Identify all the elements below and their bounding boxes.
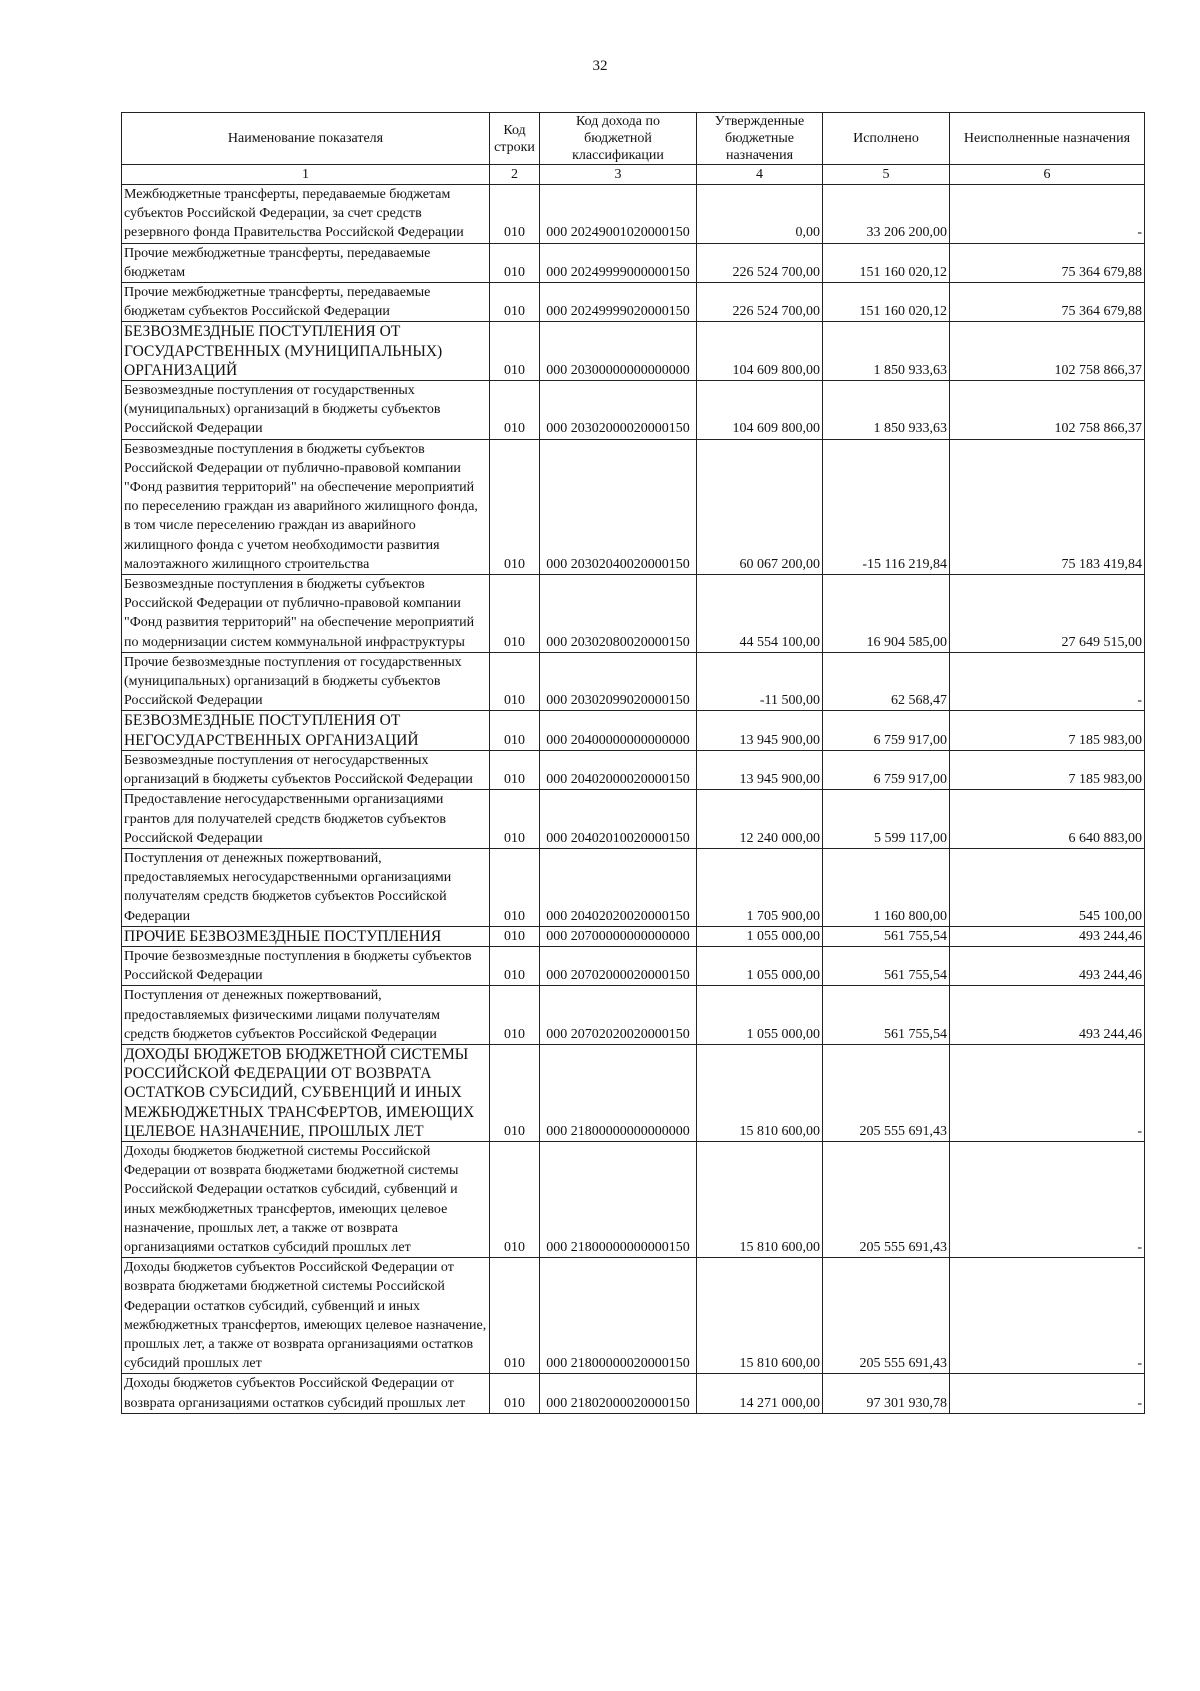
unexecuted-amount: 75 183 419,84 bbox=[950, 439, 1145, 574]
col-number: 4 bbox=[697, 165, 823, 185]
unexecuted-amount: 7 185 983,00 bbox=[950, 750, 1145, 789]
indicator-name: Доходы бюджетов субъектов Российской Федерации от возврата бюджетами бюджетной системы Российской Федерации остатков субсидий, субвенций и иных межбюджетных трансфертов, имеющих целевое назначение, прошлых лет, а также от возврата организациями остатков субсидий прошлых лет bbox=[122, 1258, 490, 1374]
executed-amount: 5 599 117,00 bbox=[823, 790, 950, 849]
classification-code: 000 21800000000000000 bbox=[540, 1044, 697, 1141]
classification-code: 000 20249001020000150 bbox=[540, 185, 697, 244]
col-header-name: Наименование показателя bbox=[122, 113, 490, 165]
classification-code: 000 21800000020000150 bbox=[540, 1258, 697, 1374]
approved-amount: -11 500,00 bbox=[697, 652, 823, 711]
table-row bbox=[122, 848, 1145, 926]
table-row bbox=[122, 946, 1145, 985]
classification-code: 000 20400000000000000 bbox=[540, 711, 697, 750]
classification-code: 000 20302099020000150 bbox=[540, 652, 697, 711]
approved-amount: 0,00 bbox=[697, 185, 823, 244]
table-row bbox=[122, 1044, 1145, 1141]
executed-amount: 16 904 585,00 bbox=[823, 575, 950, 653]
approved-amount: 13 945 900,00 bbox=[697, 750, 823, 789]
indicator-name: Безвозмездные поступления в бюджеты субъектов Российской Федерации от публично-правовой компании "Фонд развития территорий" на обеспечение мероприятий по переселению граждан из аварийного жилищного фонда, в том числе переселению граждан из аварийного жилищного фонда с учетом необходимости развития малоэтажного жилищного строительства bbox=[122, 439, 490, 574]
line-code: 010 bbox=[490, 439, 540, 574]
unexecuted-amount: - bbox=[950, 1258, 1145, 1374]
unexecuted-amount: 27 649 515,00 bbox=[950, 575, 1145, 653]
indicator-name: Прочие межбюджетные трансферты, передаваемые бюджетам bbox=[122, 243, 490, 282]
unexecuted-amount: 75 364 679,88 bbox=[950, 283, 1145, 322]
unexecuted-amount: - bbox=[950, 652, 1145, 711]
table-row bbox=[122, 986, 1145, 1045]
col-header-class-code: Код дохода по бюджетной классификации bbox=[540, 113, 697, 165]
approved-amount: 1 055 000,00 bbox=[697, 946, 823, 985]
indicator-name: Безвозмездные поступления в бюджеты субъектов Российской Федерации от публично-правовой компании "Фонд развития территорий" на обеспечение мероприятий по модернизации систем коммунальной инфраструктуры bbox=[122, 575, 490, 653]
line-code: 010 bbox=[490, 848, 540, 926]
executed-amount: 1 160 800,00 bbox=[823, 848, 950, 926]
unexecuted-amount: 7 185 983,00 bbox=[950, 711, 1145, 750]
approved-amount: 44 554 100,00 bbox=[697, 575, 823, 653]
executed-amount: 1 850 933,63 bbox=[823, 381, 950, 440]
col-number: 6 bbox=[950, 165, 1145, 185]
approved-amount: 15 810 600,00 bbox=[697, 1044, 823, 1141]
indicator-name: Поступления от денежных пожертвований, предоставляемых физическими лицами получателям средств бюджетов субъектов Российской Федерации bbox=[122, 986, 490, 1045]
line-code: 010 bbox=[490, 1044, 540, 1141]
classification-code: 000 20702000020000150 bbox=[540, 946, 697, 985]
approved-amount: 226 524 700,00 bbox=[697, 243, 823, 282]
indicator-name: Межбюджетные трансферты, передаваемые бюджетам субъектов Российской Федерации, за счет средств резервного фонда Правительства Российской Федерации bbox=[122, 185, 490, 244]
indicator-name: ДОХОДЫ БЮДЖЕТОВ БЮДЖЕТНОЙ СИСТЕМЫ РОССИЙСКОЙ ФЕДЕРАЦИИ ОТ ВОЗВРАТА ОСТАТКОВ СУБСИДИЙ, СУБВЕНЦИЙ И ИНЫХ МЕЖБЮДЖЕТНЫХ ТРАНСФЕРТОВ, ИМЕЮЩИХ ЦЕЛЕВОЕ НАЗНАЧЕНИЕ, ПРОШЛЫХ ЛЕТ bbox=[122, 1044, 490, 1141]
indicator-name: БЕЗВОЗМЕЗДНЫЕ ПОСТУПЛЕНИЯ ОТ НЕГОСУДАРСТВЕННЫХ ОРГАНИЗАЦИЙ bbox=[122, 711, 490, 750]
executed-amount: 33 206 200,00 bbox=[823, 185, 950, 244]
table-row bbox=[122, 185, 1145, 244]
line-code: 010 bbox=[490, 652, 540, 711]
unexecuted-amount: 75 364 679,88 bbox=[950, 243, 1145, 282]
line-code: 010 bbox=[490, 926, 540, 946]
table-row bbox=[122, 575, 1145, 653]
table-row bbox=[122, 750, 1145, 789]
unexecuted-amount: - bbox=[950, 185, 1145, 244]
executed-amount: 205 555 691,43 bbox=[823, 1141, 950, 1257]
indicator-name: Прочие безвозмездные поступления в бюджеты субъектов Российской Федерации bbox=[122, 946, 490, 985]
line-code: 010 bbox=[490, 575, 540, 653]
indicator-name: Прочие безвозмездные поступления от государственных (муниципальных) организаций в бюджеты субъектов Российской Федерации bbox=[122, 652, 490, 711]
classification-code: 000 20302000020000150 bbox=[540, 381, 697, 440]
table-row bbox=[122, 1141, 1145, 1257]
line-code: 010 bbox=[490, 986, 540, 1045]
executed-amount: 205 555 691,43 bbox=[823, 1258, 950, 1374]
executed-amount: 6 759 917,00 bbox=[823, 750, 950, 789]
classification-code: 000 20402010020000150 bbox=[540, 790, 697, 849]
unexecuted-amount: 102 758 866,37 bbox=[950, 381, 1145, 440]
table-row bbox=[122, 711, 1145, 750]
approved-amount: 15 810 600,00 bbox=[697, 1258, 823, 1374]
classification-code: 000 20402020020000150 bbox=[540, 848, 697, 926]
executed-amount: 561 755,54 bbox=[823, 946, 950, 985]
executed-amount: 151 160 020,12 bbox=[823, 283, 950, 322]
executed-amount: -15 116 219,84 bbox=[823, 439, 950, 574]
table-row bbox=[122, 926, 1145, 946]
executed-amount: 561 755,54 bbox=[823, 986, 950, 1045]
approved-amount: 1 055 000,00 bbox=[697, 926, 823, 946]
table-row bbox=[122, 322, 1145, 381]
col-header-approved: Утвержденные бюджетные назначения bbox=[697, 113, 823, 165]
indicator-name: БЕЗВОЗМЕЗДНЫЕ ПОСТУПЛЕНИЯ ОТ ГОСУДАРСТВЕННЫХ (МУНИЦИПАЛЬНЫХ) ОРГАНИЗАЦИЙ bbox=[122, 322, 490, 381]
col-number: 5 bbox=[823, 165, 950, 185]
unexecuted-amount: 493 244,46 bbox=[950, 986, 1145, 1045]
executed-amount: 62 568,47 bbox=[823, 652, 950, 711]
approved-amount: 226 524 700,00 bbox=[697, 283, 823, 322]
table-row bbox=[122, 243, 1145, 282]
indicator-name: Безвозмездные поступления от негосударственных организаций в бюджеты субъектов Российской Федерации bbox=[122, 750, 490, 789]
line-code: 010 bbox=[490, 711, 540, 750]
col-header-executed: Исполнено bbox=[823, 113, 950, 165]
classification-code: 000 21800000000000150 bbox=[540, 1141, 697, 1257]
table-row bbox=[122, 1374, 1145, 1413]
indicator-name: Предоставление негосударственными организациями грантов для получателей средств бюджетов субъектов Российской Федерации bbox=[122, 790, 490, 849]
approved-amount: 12 240 000,00 bbox=[697, 790, 823, 849]
col-number: 1 bbox=[122, 165, 490, 185]
executed-amount: 151 160 020,12 bbox=[823, 243, 950, 282]
executed-amount: 97 301 930,78 bbox=[823, 1374, 950, 1413]
classification-code: 000 20249999020000150 bbox=[540, 283, 697, 322]
line-code: 010 bbox=[490, 243, 540, 282]
table-row bbox=[122, 1258, 1145, 1374]
line-code: 010 bbox=[490, 283, 540, 322]
approved-amount: 1 055 000,00 bbox=[697, 986, 823, 1045]
executed-amount: 205 555 691,43 bbox=[823, 1044, 950, 1141]
unexecuted-amount: - bbox=[950, 1141, 1145, 1257]
classification-code: 000 20300000000000000 bbox=[540, 322, 697, 381]
approved-amount: 104 609 800,00 bbox=[697, 322, 823, 381]
column-number-row bbox=[122, 165, 1145, 185]
approved-amount: 13 945 900,00 bbox=[697, 711, 823, 750]
executed-amount: 6 759 917,00 bbox=[823, 711, 950, 750]
approved-amount: 15 810 600,00 bbox=[697, 1141, 823, 1257]
unexecuted-amount: - bbox=[950, 1044, 1145, 1141]
line-code: 010 bbox=[490, 322, 540, 381]
executed-amount: 561 755,54 bbox=[823, 926, 950, 946]
col-number: 3 bbox=[540, 165, 697, 185]
col-header-line-code: Код строки bbox=[490, 113, 540, 165]
classification-code: 000 21802000020000150 bbox=[540, 1374, 697, 1413]
approved-amount: 60 067 200,00 bbox=[697, 439, 823, 574]
line-code: 010 bbox=[490, 1374, 540, 1413]
classification-code: 000 20702020020000150 bbox=[540, 986, 697, 1045]
page-number: 32 bbox=[592, 58, 608, 74]
executed-amount: 1 850 933,63 bbox=[823, 322, 950, 381]
line-code: 010 bbox=[490, 750, 540, 789]
classification-code: 000 20700000000000000 bbox=[540, 926, 697, 946]
col-number: 2 bbox=[490, 165, 540, 185]
unexecuted-amount: - bbox=[950, 1374, 1145, 1413]
table-row bbox=[122, 283, 1145, 322]
col-header-unexecuted: Неисполненные назначения bbox=[950, 113, 1145, 165]
table-row bbox=[122, 652, 1145, 711]
indicator-name: Прочие межбюджетные трансферты, передаваемые бюджетам субъектов Российской Федерации bbox=[122, 283, 490, 322]
indicator-name: Доходы бюджетов бюджетной системы Российской Федерации от возврата бюджетами бюджетной системы Российской Федерации остатков субсидий, субвенций и иных межбюджетных трансфертов, имеющих целевое назначение, прошлых лет, а также от возврата организациями остатков субсидий прошлых лет bbox=[122, 1141, 490, 1257]
unexecuted-amount: 102 758 866,37 bbox=[950, 322, 1145, 381]
indicator-name: Доходы бюджетов субъектов Российской Федерации от возврата организациями остатков субсидий прошлых лет bbox=[122, 1374, 490, 1413]
line-code: 010 bbox=[490, 185, 540, 244]
classification-code: 000 20402000020000150 bbox=[540, 750, 697, 789]
line-code: 010 bbox=[490, 790, 540, 849]
line-code: 010 bbox=[490, 1141, 540, 1257]
table-row bbox=[122, 790, 1145, 849]
unexecuted-amount: 545 100,00 bbox=[950, 848, 1145, 926]
approved-amount: 1 705 900,00 bbox=[697, 848, 823, 926]
budget-table bbox=[121, 112, 1145, 1414]
indicator-name: Безвозмездные поступления от государственных (муниципальных) организаций в бюджеты субъектов Российской Федерации bbox=[122, 381, 490, 440]
header-row bbox=[122, 113, 1145, 165]
table-row bbox=[122, 439, 1145, 574]
classification-code: 000 20249999000000150 bbox=[540, 243, 697, 282]
indicator-name: ПРОЧИЕ БЕЗВОЗМЕЗДНЫЕ ПОСТУПЛЕНИЯ bbox=[122, 926, 490, 946]
approved-amount: 104 609 800,00 bbox=[697, 381, 823, 440]
unexecuted-amount: 493 244,46 bbox=[950, 946, 1145, 985]
line-code: 010 bbox=[490, 381, 540, 440]
unexecuted-amount: 6 640 883,00 bbox=[950, 790, 1145, 849]
classification-code: 000 20302080020000150 bbox=[540, 575, 697, 653]
classification-code: 000 20302040020000150 bbox=[540, 439, 697, 574]
line-code: 010 bbox=[490, 1258, 540, 1374]
unexecuted-amount: 493 244,46 bbox=[950, 926, 1145, 946]
indicator-name: Поступления от денежных пожертвований, предоставляемых негосударственными организациями получателям средств бюджетов субъектов Российской Федерации bbox=[122, 848, 490, 926]
line-code: 010 bbox=[490, 946, 540, 985]
approved-amount: 14 271 000,00 bbox=[697, 1374, 823, 1413]
table-row bbox=[122, 381, 1145, 440]
